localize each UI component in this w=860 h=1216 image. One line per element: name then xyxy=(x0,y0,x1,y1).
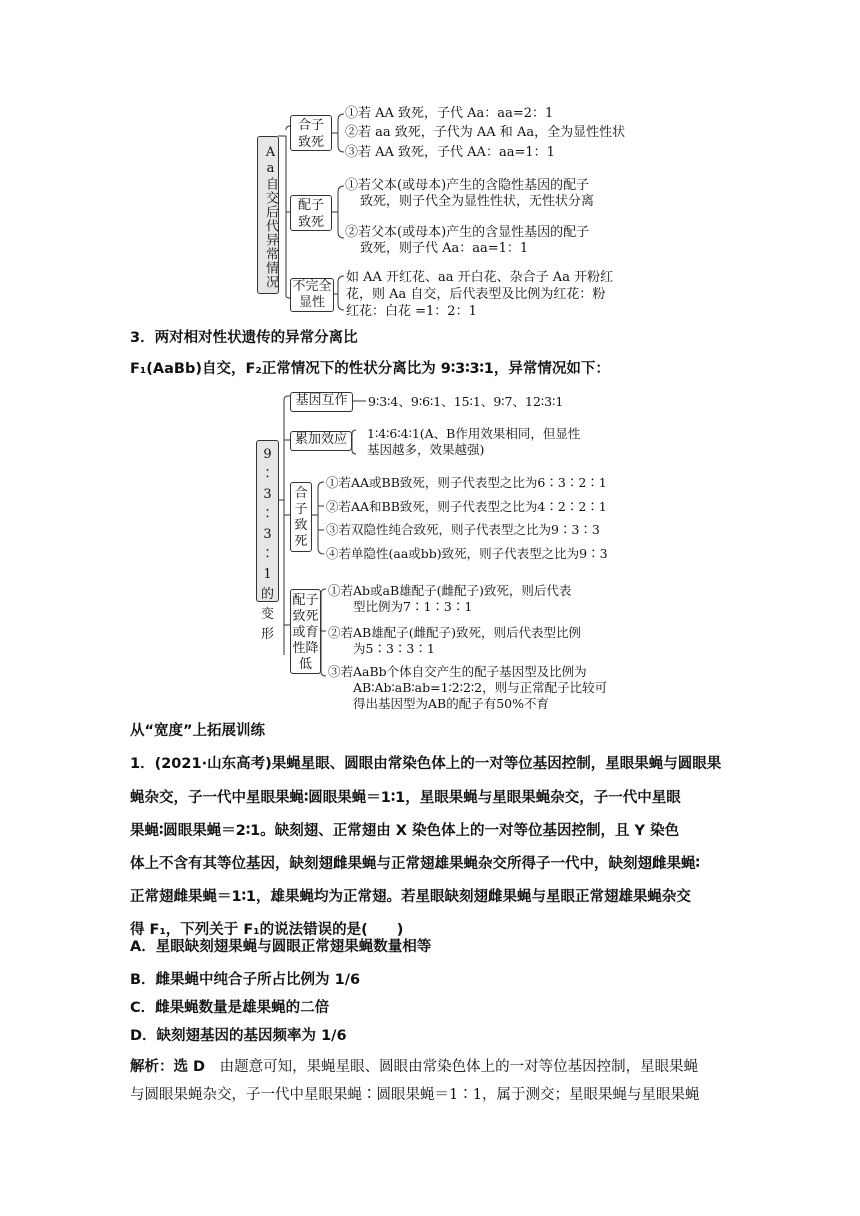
question1-line-5: 正常翅雌果蝇＝1∶1，雄果蝇均为正常翅。若星眼缺刻翅雌果蝇与星眼正常翅雄果蝇杂交 xyxy=(130,889,691,905)
diagram2-gamete-item-1b: 型比例为7∶1∶3∶1 xyxy=(353,599,473,614)
answer-label: 解析：选 D xyxy=(130,1059,206,1075)
diagram1-zygote-item-2: ②若 aa 致死，子代为 AA 和 Aa，全为显性性状 xyxy=(345,125,626,140)
diagram1-incomplete-label: 不完全显性 xyxy=(292,279,332,310)
diagram2-root-label: 9∶3∶3∶1的变形 xyxy=(260,447,274,642)
diagram1-incomplete-line-2: 花，则 Aa 自交，后代表型及比例为红花：粉 xyxy=(346,287,606,302)
diagram2-interaction-box xyxy=(290,392,353,412)
diagram2-gamete-item-3c: 得出基因型为AB的配子有50%不育 xyxy=(353,696,549,711)
diagram2-gamete-label: 配子致死或育性降低 xyxy=(292,593,319,672)
question1-text-1: 果蝇星眼、圆眼由常染色体上的一对等位基因控制，星眼果蝇与圆眼果 xyxy=(271,756,722,772)
diagram2-root xyxy=(256,440,279,642)
diagram2-zygote-item-2: ②若AA和BB致死，则子代表型之比为4∶2∶2∶1 xyxy=(326,499,607,514)
diagram2-additive-label: 累加效应 xyxy=(294,432,347,447)
question1-source: 1．(2021·山东高考) xyxy=(130,756,272,772)
question1-line-4: 体上不含有其等位基因，缺刻翅雌果蝇与正常翅雄果蝇杂交所得子一代中，缺刻翅雌果蝇∶ xyxy=(130,856,700,872)
diagram1-root: Aa自交后代异常情况 xyxy=(257,136,279,294)
diagram1-gamete-item-2a: ②若父本(或母本)产生的含显性基因的配子 xyxy=(345,225,590,240)
diagram1-zygote-lethal-label: 合子致死 xyxy=(297,118,324,150)
diagram2-gamete-item-3b: AB∶Ab∶aB∶ab=1∶2∶2∶2，则与正常配子比较可 xyxy=(353,680,608,695)
diagram2-gamete-item-2a: ②若AB雄配子(雌配子)致死，则后代表型比例 xyxy=(328,625,581,640)
diagram2-gamete-item-3a: ③若AaBb个体自交产生的配子基因型及比例为 xyxy=(328,664,587,679)
diagram2-additive-box xyxy=(290,431,352,451)
diagram2-zygote-box xyxy=(290,482,312,552)
diagram1-gamete-lethal-label: 配子致死 xyxy=(297,198,324,230)
diagram1-zygote-item-3: ③若 AA 致死，子代 AA：aa=1：1 xyxy=(345,145,555,160)
diagram1-zygote-item-1: ①若 AA 致死，子代 Aa：aa=2：1 xyxy=(345,106,554,121)
question1-option-b: B．雌果蝇中纯合子所占比例为 1/6 xyxy=(130,972,361,988)
diagram2-zygote-item-3: ③若双隐性纯合致死，则子代表型之比为9∶3∶3 xyxy=(326,522,600,537)
diagram2-interaction-label: 基因互作 xyxy=(295,393,348,408)
question1-line-1 xyxy=(130,756,730,773)
diagram1-incomplete-line-1: 如 AA 开红花、aa 开白花、杂合子 Aa 开粉红 xyxy=(346,270,614,285)
diagram1-gamete-item-2b: 致死，则子代 Aa：aa=1：1 xyxy=(360,241,529,256)
answer-line-1 xyxy=(130,1059,730,1076)
answer-text-1: 由题意可知，果蝇星眼、圆眼由常染色体上的一对等位基因控制，星眼果蝇 xyxy=(219,1059,699,1075)
diagram2-interaction-text: 9∶3∶4、9∶6∶1、15∶1、9∶7、12∶3∶1 xyxy=(368,394,564,409)
diagram2-zygote-item-4: ④若单隐性(aa或bb)致死，则子代表型之比为9∶3 xyxy=(326,546,608,561)
diagram2-additive-line-1: 1∶4∶6∶4∶1(A、B作用效果相同，但显性 xyxy=(367,426,581,441)
diagram2-gamete-box xyxy=(290,589,321,674)
question1-option-a: A．星眼缺刻翅果蝇与圆眼正常翅果蝇数量相等 xyxy=(130,939,432,955)
diagram1-incomplete-line-3: 红花：白花 =1：2：1 xyxy=(346,304,477,319)
question1-option-d: D．缺刻翅基因的基因频率为 1/6 xyxy=(130,1028,347,1044)
question1-line-3: 果蝇∶圆眼果蝇＝2∶1。缺刻翅、正常翅由 X 染色体上的一对等位基因控制，且 Y 染色 xyxy=(130,823,680,839)
question1-line-6: 得 F₁，下列关于 F₁的说法错误的是( ) xyxy=(130,922,404,938)
diagram1-gamete-item-1b: 致死，则子代全为显性性状，无性状分离 xyxy=(360,194,595,209)
diagram1-gamete-item-1a: ①若父本(或母本)产生的含隐性基因的配子 xyxy=(345,178,590,193)
diagram2-zygote-label: 合子致死 xyxy=(294,486,308,549)
answer-line-2: 与圆眼果蝇杂交，子一代中星眼果蝇∶圆眼果蝇＝1∶1，属于测交；星眼果蝇与星眼果蝇 xyxy=(130,1087,700,1103)
section-extend-heading: 从“宽度”上拓展训练 xyxy=(130,723,266,739)
question1-line-2: 蝇杂交，子一代中星眼果蝇∶圆眼果蝇＝1∶1，星眼果蝇与星眼果蝇杂交，子一代中星眼 xyxy=(130,790,681,806)
section3-intro: F₁(AaBb)自交，F₂正常情况下的性状分离比为 9∶3∶3∶1，异常情况如下： xyxy=(130,361,610,377)
diagram2-zygote-item-1: ①若AA或BB致死，则子代表型之比为6∶3∶2∶1 xyxy=(326,475,607,490)
diagram2-gamete-item-1a: ①若Ab或aB雄配子(雌配子)致死，则后代表 xyxy=(328,583,572,598)
diagram2-gamete-item-2b: 为5∶3∶3∶1 xyxy=(353,641,435,656)
question1-option-c: C．雌果蝇数量是雄果蝇的二倍 xyxy=(130,1000,330,1016)
diagram2-additive-line-2: 基因越多，效果越强) xyxy=(367,442,485,457)
section3-heading: 3．两对相对性状遗传的异常分离比 xyxy=(130,330,358,346)
